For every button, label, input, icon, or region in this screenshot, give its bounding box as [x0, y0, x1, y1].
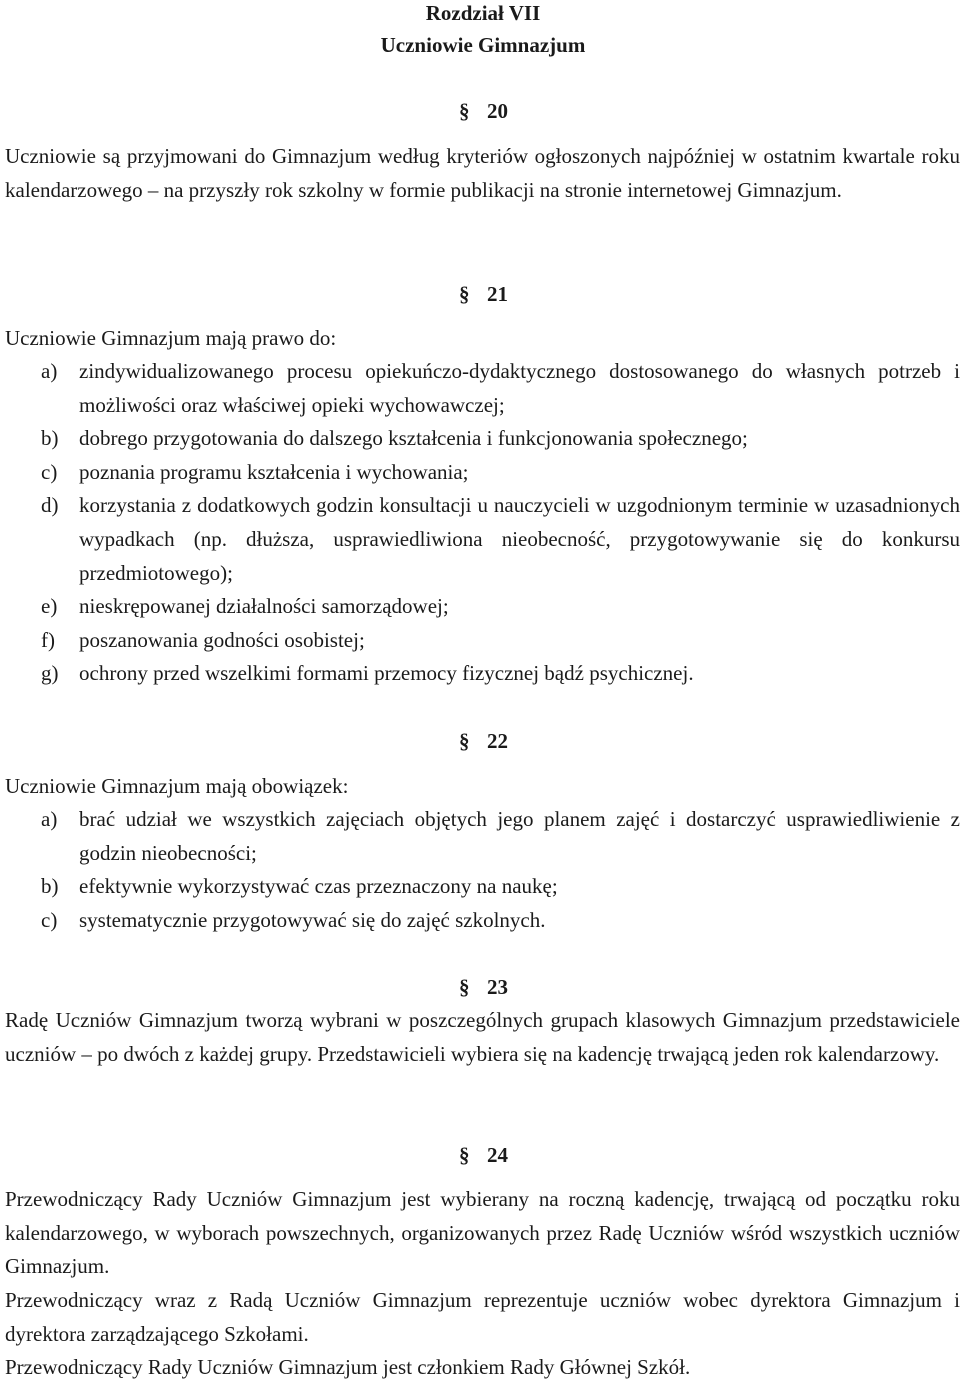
- section-24-paragraph-2: Przewodniczący wraz z Radą Uczniów Gimnazjum reprezentuje uczniów wobec dyrektora Gimnazjum i dyrektora zarządzającego Szkołami.: [5, 1288, 960, 1346]
- section-heading-20: [459, 98, 508, 124]
- list-item-text: brać udział we wszystkich zajęciach objętych jego planem zajęć i dostarczyć usprawiedliwienie z godzin nieobecności;: [79, 807, 960, 865]
- list-item: [0, 456, 960, 490]
- list-marker: d): [41, 493, 59, 518]
- section-22-lead: Uczniowie Gimnazjum mają obowiązek:: [5, 774, 349, 798]
- list-marker: c): [41, 459, 58, 484]
- list-item-text: poznania programu kształcenia i wychowania;: [79, 459, 469, 484]
- section-heading-24: [459, 1142, 508, 1168]
- section-symbol: §: [459, 975, 470, 999]
- list-marker: b): [41, 874, 59, 899]
- list-marker: e): [41, 594, 58, 619]
- section-number: 24: [487, 1143, 508, 1167]
- list-marker: a): [41, 359, 58, 383]
- chapter-title: Rozdział VII: [425, 1, 541, 25]
- list-item-text: korzystania z dodatkowych godzin konsultacji u nauczycieli w uzgodnionym terminie w uzasadnionych wypadkach (np. dłuższa, usprawiedliwiona nieobecność, przygotowywanie się do konkursu przedmiotowego);: [79, 493, 960, 585]
- list-marker: f): [41, 627, 55, 652]
- list-item-text: zindywidualizowanego procesu opiekuńczo-dydaktycznego dostosowanego do własnych potrzeb i możliwości oraz właściwej opieki wychowawczej;: [79, 359, 960, 417]
- section-heading-21: [459, 281, 508, 307]
- section-24-paragraph-1: Przewodniczący Rady Uczniów Gimnazjum jest wybierany na roczną kadencję, trwającą od początku roku kalendarzowego, w wyborach powszechnych, organizowanych przez Radę Uczniów wśród wszystkich uczniów Gimnazjum.: [5, 1187, 960, 1279]
- list-item-text: dobrego przygotowania do dalszego kształcenia i funkcjonowania społecznego;: [79, 426, 748, 451]
- list-item: [0, 422, 960, 456]
- section-symbol: §: [459, 1143, 470, 1167]
- section-number: 20: [487, 99, 508, 123]
- section-20-text: Uczniowie są przyjmowani do Gimnazjum według kryteriów ogłoszonych najpóźniej w ostatnim kwartale roku kalendarzowego – na przyszły rok szkolny w formie publikacji na stronie internetowej Gimnazjum.: [5, 144, 960, 202]
- chapter-subtitle: Uczniowie Gimnazjum: [380, 33, 586, 57]
- section-22-list: [0, 803, 960, 937]
- list-item: [0, 624, 960, 658]
- section-21-list: [0, 355, 960, 691]
- list-marker: b): [41, 426, 59, 451]
- list-item: [0, 803, 960, 870]
- section-24-paragraph-3: Przewodniczący Rady Uczniów Gimnazjum jest członkiem Rady Głównej Szkół.: [5, 1355, 691, 1379]
- list-marker: a): [41, 807, 58, 831]
- section-number: 22: [487, 729, 508, 753]
- section-symbol: §: [459, 729, 470, 753]
- list-marker: c): [41, 907, 58, 932]
- section-23-text: Radę Uczniów Gimnazjum tworzą wybrani w poszczególnych grupach klasowych Gimnazjum przedstawiciele uczniów – po dwóch z każdej grupy. Przedstawicieli wybiera się na kadencję trwającą jeden rok kalendarzowy.: [5, 1008, 960, 1066]
- section-heading-23: [459, 974, 508, 1000]
- list-item: [0, 590, 960, 624]
- list-item: [0, 657, 960, 691]
- section-symbol: §: [459, 99, 470, 123]
- section-number: 23: [487, 975, 508, 999]
- list-item-text: efektywnie wykorzystywać czas przeznaczony na naukę;: [79, 874, 558, 899]
- list-item: [0, 904, 960, 938]
- list-item-text: ochrony przed wszelkimi formami przemocy fizycznej bądź psychicznej.: [79, 661, 694, 686]
- list-item: [0, 355, 960, 422]
- section-heading-22: [459, 728, 508, 754]
- section-symbol: §: [459, 282, 470, 306]
- list-marker: g): [41, 661, 59, 686]
- list-item-text: systematycznie przygotowywać się do zajęć szkolnych.: [79, 907, 546, 932]
- list-item-text: nieskrępowanej działalności samorządowej;: [79, 594, 449, 619]
- list-item: [0, 870, 960, 904]
- section-number: 21: [487, 282, 508, 306]
- list-item-text: poszanowania godności osobistej;: [79, 627, 365, 652]
- list-item: [0, 489, 960, 590]
- section-21-lead: Uczniowie Gimnazjum mają prawo do:: [5, 326, 337, 350]
